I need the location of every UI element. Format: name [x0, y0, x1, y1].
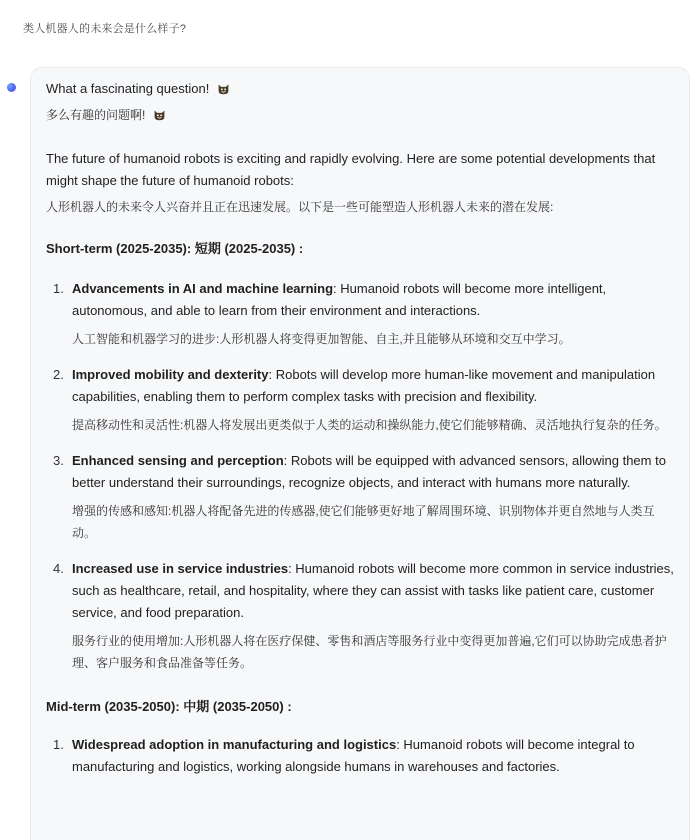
- list-item: [46, 734, 676, 778]
- item-text-zh: 服务行业的使用增加:人形机器人将在医疗保健、零售和酒店等服务行业中变得更加普遍,它们可以协助完成患者护理、客户服务和食品准备等任务。: [72, 634, 667, 670]
- item-text-zh: 人工智能和机器学习的进步:人形机器人将变得更加智能、自主,并且能够从环境和交互中学习。: [72, 332, 571, 346]
- item-text-en: : Humanoid robots will become integral to manufacturing and logistics, working alongside humans in warehouses and factories.: [72, 737, 635, 774]
- list-item-number: 1.: [53, 737, 64, 752]
- item-text-en: : Humanoid robots will become more common in service industries, such as healthcare, retail, and hospitality, where they can assist with tasks like patient care, customer service, and food preparation.: [72, 561, 674, 620]
- section-heading-short-term: Short-term (2025-2035): 短期 (2025-2035) :: [46, 241, 304, 256]
- item-text-en: : Robots will develop more human-like movement and manipulation capabilities, enabling them to perform complex tasks with precision and flexibility.: [72, 367, 656, 404]
- user-message: 类人机器人的未来会是什么样子?: [23, 23, 187, 35]
- item-title: Widespread adoption in manufacturing and logistics: [72, 737, 397, 752]
- item-title: Enhanced sensing and perception: [72, 453, 284, 468]
- item-text-en: : Robots will be equipped with advanced sensors, allowing them to better understand their surroundings, recognize objects, and interact with humans more naturally.: [72, 453, 666, 490]
- greeting-zh-line: [46, 104, 676, 126]
- list-item: [46, 364, 676, 436]
- section-heading-mid-term: Mid-term (2035-2050): 中期 (2035-2050) :: [46, 699, 292, 714]
- item-title: Increased use in service industries: [72, 561, 289, 576]
- intro-zh: 人形机器人的未来令人兴奋并且正在迅速发展。以下是一些可能塑造人形机器人未来的潜在发展:: [46, 200, 554, 214]
- item-text-en: : Humanoid robots will become more intelligent, autonomous, and able to learn from their environment and interactions.: [72, 281, 607, 318]
- intro-en: The future of humanoid robots is exciting and rapidly evolving. Here are some potential developments that might shape the future of humanoid robots:: [46, 151, 656, 188]
- smiling-cat-emoji-icon: [153, 108, 166, 121]
- list-item: [46, 450, 676, 544]
- mid-term-list: [46, 734, 676, 778]
- greeting-en: What a fascinating question!: [46, 81, 210, 96]
- item-text-zh: 增强的传感和感知:机器人将配备先进的传感器,使它们能够更好地了解周围环境、识别物体并更自然地与人类互动。: [72, 504, 655, 540]
- smiling-cat-emoji-icon: [217, 82, 230, 95]
- list-item: [46, 558, 676, 674]
- list-item-number: 4.: [53, 561, 64, 576]
- list-item-number: 1.: [53, 281, 64, 296]
- list-item-number: 2.: [53, 367, 64, 382]
- list-item: [46, 278, 676, 350]
- greeting-zh: 多么有趣的问题啊!: [46, 108, 146, 122]
- assistant-avatar-icon: [7, 83, 16, 92]
- assistant-response-content: [46, 78, 676, 778]
- list-item-number: 3.: [53, 453, 64, 468]
- item-title: Advancements in AI and machine learning: [72, 281, 334, 296]
- item-text-zh: 提高移动性和灵活性:机器人将发展出更类似于人类的运动和操纵能力,使它们能够精确、灵活地执行复杂的任务。: [72, 418, 667, 432]
- greeting-en-line: [46, 78, 676, 100]
- item-title: Improved mobility and dexterity: [72, 367, 269, 382]
- short-term-list: [46, 278, 676, 674]
